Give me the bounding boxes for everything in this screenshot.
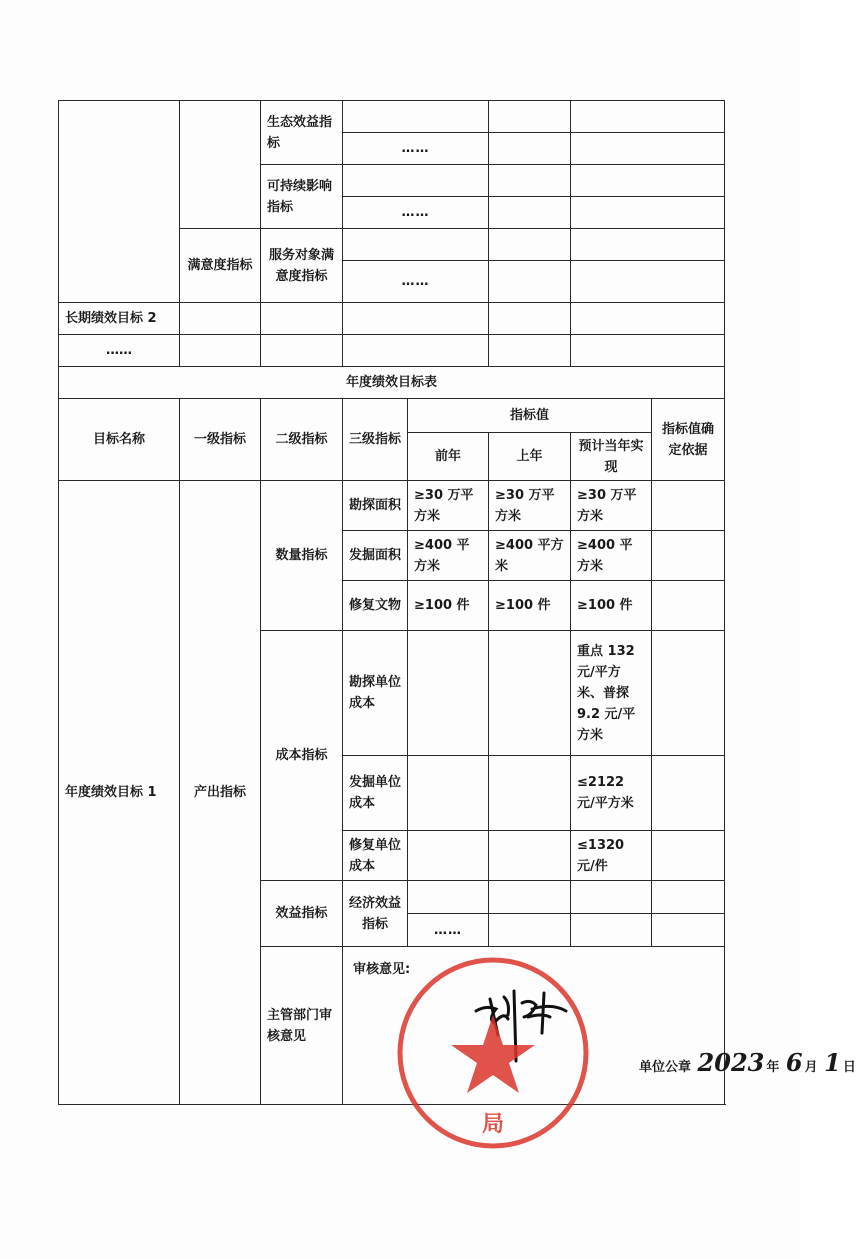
level3-cell (343, 229, 489, 261)
empty-cell (489, 335, 571, 367)
value-cell (489, 197, 571, 229)
empty-cell (408, 831, 489, 881)
header-basis: 指标值确定依据 (652, 399, 725, 481)
empty-cell (343, 335, 489, 367)
empty-cell (652, 831, 725, 881)
quantity-expected: ≥30 万平方米 (571, 481, 652, 531)
level2-service-satisfaction: 服务对象满意度指标 (261, 229, 343, 303)
quantity-name: 修复文物 (343, 581, 408, 631)
level3-ellipsis: …… (343, 261, 489, 303)
empty-cell (652, 631, 725, 756)
header-indicator-value: 指标值 (408, 399, 652, 433)
quantity-name: 勘探面积 (343, 481, 408, 531)
header-last-year: 上年 (489, 433, 571, 481)
empty-cell (489, 914, 571, 947)
quantity-expected: ≥400 平方米 (571, 531, 652, 581)
header-level3: 三级指标 (343, 399, 408, 481)
ellipsis-row-label: …… (59, 335, 180, 367)
date-year-suffix: 年 (766, 1060, 780, 1075)
seal-bottom: 局 (481, 1111, 505, 1137)
empty-cell (489, 303, 571, 335)
long-term-goal-2: 长期绩效目标 2 (59, 303, 180, 335)
empty-cell (571, 303, 725, 335)
empty-cell (180, 303, 261, 335)
goal-name-cell-top (59, 101, 180, 303)
basis-cell (571, 165, 725, 197)
cost-name: 勘探单位成本 (343, 631, 408, 756)
level2-quantity: 数量指标 (261, 481, 343, 631)
empty-cell (571, 881, 652, 914)
level3-cell (343, 165, 489, 197)
empty-cell (489, 756, 571, 831)
empty-cell (343, 303, 489, 335)
level3-ellipsis: …… (343, 197, 489, 229)
economic-level3 (408, 881, 489, 914)
empty-cell (652, 531, 725, 581)
empty-cell (652, 914, 725, 947)
date-day-suffix: 日 (842, 1060, 856, 1075)
quantity-prev: ≥100 件 (408, 581, 489, 631)
basis-cell (571, 101, 725, 133)
review-dept-label: 主管部门审核意见 (261, 947, 343, 1105)
empty-cell (489, 881, 571, 914)
level1-satisfaction: 满意度指标 (180, 229, 261, 303)
header-goal-name: 目标名称 (59, 399, 180, 481)
performance-goal-form (58, 100, 856, 1105)
header-expected: 预计当年实现 (571, 433, 652, 481)
empty-cell (408, 756, 489, 831)
cost-name: 修复单位成本 (343, 831, 408, 881)
date-year: 2023 (697, 1048, 765, 1077)
value-cell (489, 133, 571, 165)
quantity-last: ≥30 万平方米 (489, 481, 571, 531)
empty-cell (261, 335, 343, 367)
review-opinion-cell (343, 947, 856, 1105)
level2-cost: 成本指标 (261, 631, 343, 881)
header-level2: 二级指标 (261, 399, 343, 481)
level1-cell-top (180, 101, 261, 229)
quantity-name: 发掘面积 (343, 531, 408, 581)
cost-expected: ≤1320 元/件 (571, 831, 652, 881)
basis-cell (571, 197, 725, 229)
annual-goal-1: 年度绩效目标 1 (59, 481, 180, 1105)
empty-cell (652, 481, 725, 531)
date-month-suffix: 月 (804, 1060, 818, 1075)
level2-economic: 经济效益指标 (343, 881, 408, 947)
basis-cell (571, 133, 725, 165)
empty-cell (571, 335, 725, 367)
empty-cell (489, 631, 571, 756)
level2-ecological: 生态效益指标 (261, 101, 343, 165)
level2-sustainable: 可持续影响指标 (261, 165, 343, 229)
basis-cell (571, 261, 725, 303)
unit-seal-label: 单位公章 (639, 1060, 692, 1075)
basis-cell (571, 229, 725, 261)
empty-cell (571, 914, 652, 947)
review-opinion-label: 审核意见: (353, 962, 411, 977)
quantity-prev: ≥30 万平方米 (408, 481, 489, 531)
economic-level3-ellipsis: …… (408, 914, 489, 947)
level3-cell (343, 101, 489, 133)
cost-name: 发掘单位成本 (343, 756, 408, 831)
value-cell (489, 261, 571, 303)
cost-expected: ≤2122 元/平方米 (571, 756, 652, 831)
date-line (639, 1048, 856, 1078)
quantity-last: ≥400 平方米 (489, 531, 571, 581)
empty-cell (408, 631, 489, 756)
empty-cell (261, 303, 343, 335)
header-prev-year: 前年 (408, 433, 489, 481)
date-day: 1 (824, 1048, 841, 1077)
value-cell (489, 229, 571, 261)
annual-table-title: 年度绩效目标表 (59, 367, 725, 399)
level1-benefit: 效益指标 (261, 881, 343, 947)
value-cell (489, 165, 571, 197)
header-level1: 一级指标 (180, 399, 261, 481)
level3-ellipsis: …… (343, 133, 489, 165)
quantity-last: ≥100 件 (489, 581, 571, 631)
empty-cell (180, 335, 261, 367)
date-month: 6 (785, 1048, 803, 1077)
empty-cell (652, 581, 725, 631)
empty-cell (652, 881, 725, 914)
empty-cell (652, 756, 725, 831)
value-cell (489, 101, 571, 133)
quantity-prev: ≥400 平方米 (408, 531, 489, 581)
quantity-expected: ≥100 件 (571, 581, 652, 631)
handwritten-signature (468, 979, 573, 1069)
empty-cell (489, 831, 571, 881)
cost-expected: 重点 132 元/平方米、普探 9.2 元/平方米 (571, 631, 652, 756)
level1-output: 产出指标 (180, 481, 261, 1105)
